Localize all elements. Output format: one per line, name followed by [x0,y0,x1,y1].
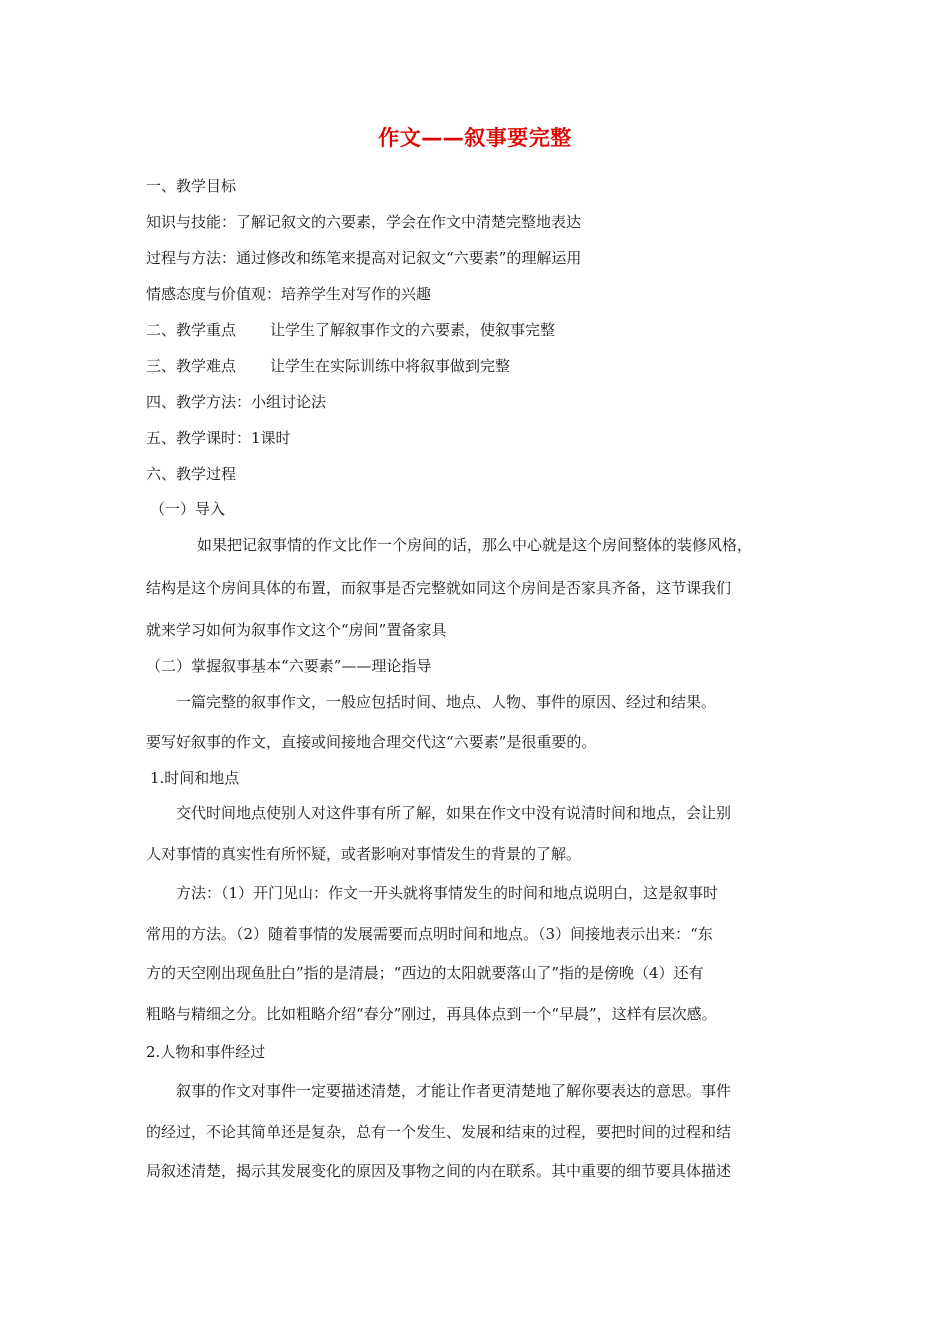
process-heading: 六、教学过程 [146,465,237,483]
difficulty [146,356,510,376]
people-events-line: 叙事的作文对事件一定要描述清楚，才能让作者更清楚地了解你要表达的意思。事件 [176,1082,732,1100]
theory-heading: （二）掌握叙事基本“六要素”——理论指导 [146,657,432,675]
goal-process: 过程与方法：通过修改和练笔来提高对记叙文“六要素”的理解运用 [146,249,582,267]
intro-line: 如果把记叙事情的作文比作一个房间的话，那么中心就是这个房间整体的装修风格， [197,536,753,554]
intro-line: 就来学习如何为叙事作文这个“房间”置备家具 [146,621,447,639]
method-line: 方法：（1）开门见山：作文一开头就将事情发生的时间和地点说明白，这是叙事时 [176,884,719,902]
theory-line: 一篇完整的叙事作文，一般应包括时间、地点、人物、事件的原因、经过和结果。 [176,693,717,711]
time-place-heading: 1.时间和地点 [150,769,240,787]
people-events-heading: 2.人物和事件经过 [146,1043,266,1061]
key-point [146,320,555,340]
teaching-method: 四、教学方法：小组讨论法 [146,393,327,411]
goal-attitude: 情感态度与价值观：培养学生对写作的兴趣 [146,285,432,303]
key-point-label: 二、教学重点 [146,321,237,339]
people-events-line: 局叙述清楚，揭示其发展变化的原因及事物之间的内在联系。其中重要的细节要具体描述 [146,1162,732,1180]
theory-line: 要写好叙事的作文，直接或间接地合理交代这“六要素”是很重要的。 [146,733,597,751]
time-place-line: 人对事情的真实性有所怀疑，或者影响对事情发生的背景的了解。 [146,845,582,863]
intro-heading: （一）导入 [150,500,226,518]
intro-line: 结构是这个房间具体的布置，而叙事是否完整就如同这个房间是否家具齐备，这节课我们 [146,579,732,597]
difficulty-text: 让学生在实际训练中将叙事做到完整 [270,357,511,375]
teaching-hours: 五、教学课时：1课时 [146,429,291,447]
goals-heading: 一、教学目标 [146,177,237,195]
page-title: 作文——叙事要完整 [378,126,572,150]
people-events-line: 的经过，不论其简单还是复杂，总有一个发生、发展和结束的过程，要把时间的过程和结 [146,1123,732,1141]
goal-knowledge: 知识与技能：了解记叙文的六要素，学会在作文中清楚完整地表达 [146,213,582,231]
method-line: 粗略与精细之分。比如粗略介绍“春分”刚过，再具体点到一个“早晨”，这样有层次感。 [146,1005,717,1023]
method-line: 方的天空刚出现鱼肚白”指的是清晨；“西边的太阳就要落山了”指的是傍晚（4）还有 [146,964,704,982]
key-point-text: 让学生了解叙事作文的六要素，使叙事完整 [270,321,556,339]
difficulty-label: 三、教学难点 [146,357,237,375]
time-place-line: 交代时间地点使别人对这件事有所了解，如果在作文中没有说清时间和地点，会让别 [176,804,732,822]
method-line: 常用的方法。（2）随着事情的发展需要而点明时间和地点。（3）间接地表示出来：“东 [146,925,713,943]
